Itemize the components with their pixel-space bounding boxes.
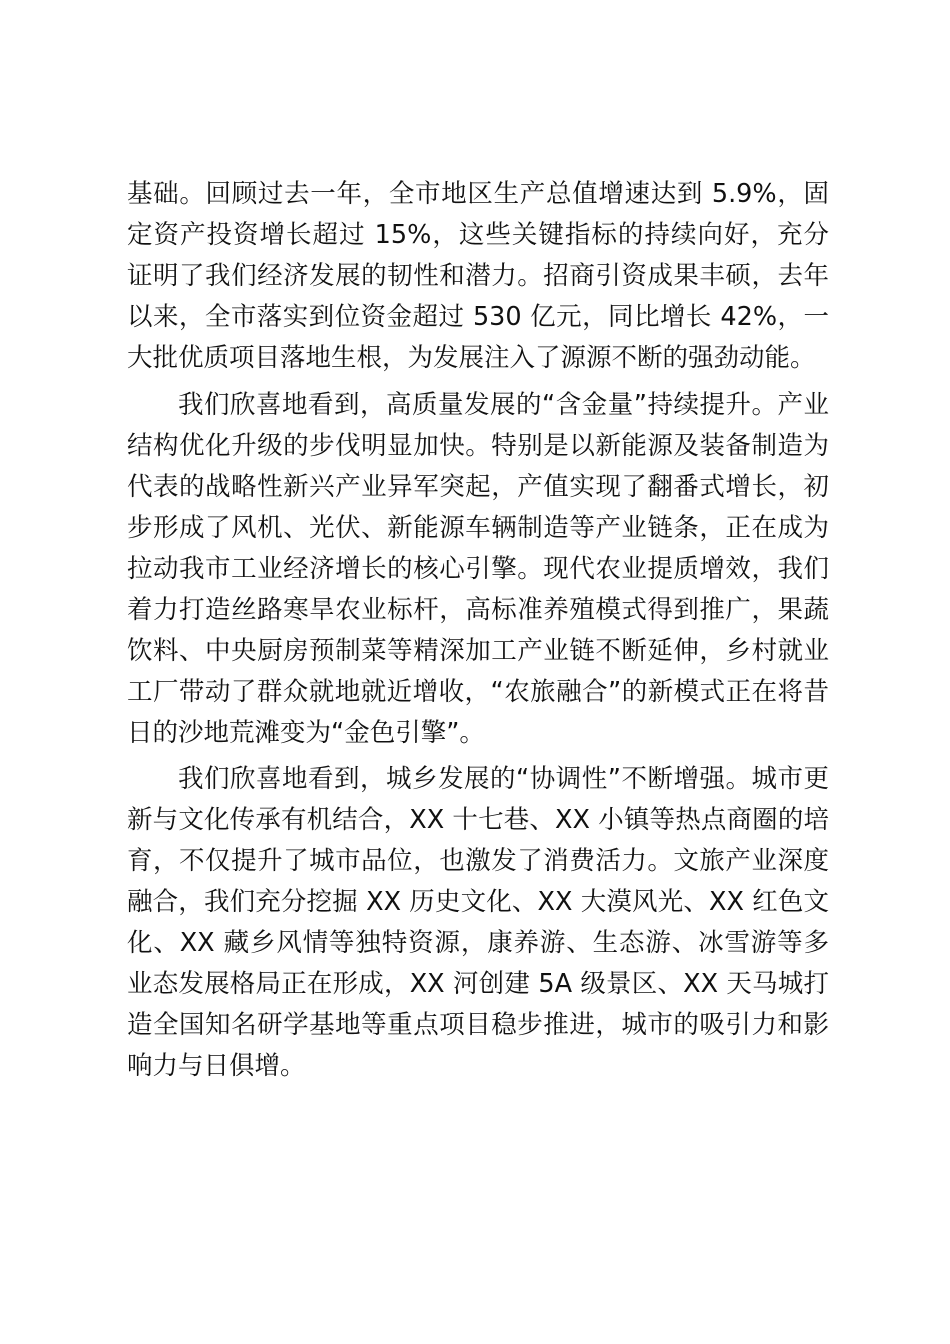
paragraph-1: 基础。回顾过去一年，全市地区生产总值增速达到 5.9%，固定资产投资增长超过 15%，这些关键指标的持续向好，充分证明了我们经济发展的韧性和潜力。招商引资成果丰硕，去年以来，全市落实到位资金超过 530 亿元，同比增长 42%，一大批优质项目落地生根，为发展注入了源源不断的强劲动能。 [127,179,829,373]
document-body [127,174,829,1093]
paragraph-2: 我们欣喜地看到，高质量发展的“含金量”持续提升。产业结构优化升级的步伐明显加快。特别是以新能源及装备制造为代表的战略性新兴产业异军突起，产值实现了翻番式增长，初步形成了风机、光伏、新能源车辆制造等产业链条，正在成为拉动我市工业经济增长的核心引擎。现代农业提质增效，我们着力打造丝路寒旱农业标杆，高标准养殖模式得到推广，果蔬饮料、中央厨房预制菜等精深加工产业链不断延伸，乡村就业工厂带动了群众就地就近增收，“农旅融合”的新模式正在将昔日的沙地荒滩变为“金色引擎”。 [127,389,829,748]
paragraph-3: 我们欣喜地看到，城乡发展的“协调性”不断增强。城市更新与文化传承有机结合，XX 十七巷、XX 小镇等热点商圈的培育，不仅提升了城市品位，也激发了消费活力。文旅产业深度融合，我们充分挖掘 XX 历史文化、XX 大漠风光、XX 红色文化、XX 藏乡风情等独特资源，康养游、生态游、冰雪游等多业态发展格局正在形成，XX 河创建 5A 级景区、XX 天马城打造全国知名研学基地等重点项目稳步推进，城市的吸引力和影响力与日俱增。 [127,764,829,1081]
